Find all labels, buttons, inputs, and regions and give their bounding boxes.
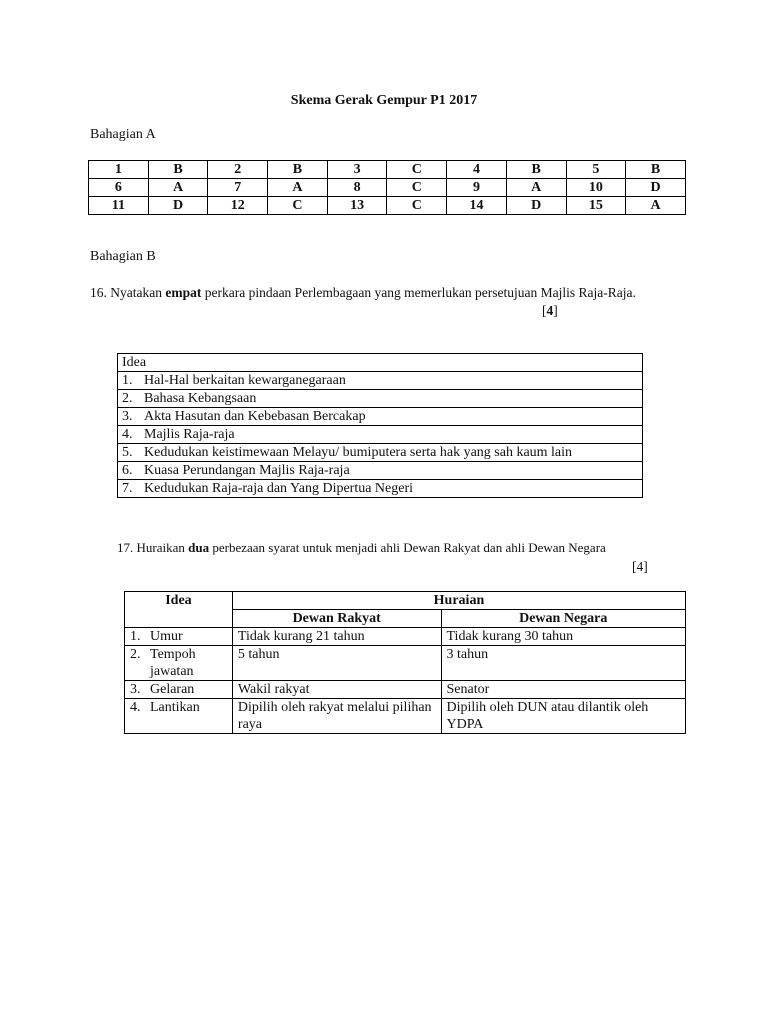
- question-16-answer-table: [117, 353, 643, 498]
- table-header-row: [118, 354, 643, 372]
- header-huraian: Huraian: [232, 592, 685, 610]
- section-a-heading: Bahagian A: [90, 127, 156, 142]
- table-row: [118, 480, 643, 498]
- table-row: [125, 681, 686, 699]
- table-row: [118, 444, 643, 462]
- row-number: 2.: [130, 647, 141, 662]
- row-number: 4.: [130, 700, 141, 715]
- table-cell: 13: [327, 197, 387, 215]
- question-17-keyword: dua: [188, 540, 210, 555]
- table-row: [118, 426, 643, 444]
- question-16-marks: [542, 303, 558, 319]
- table-row: [125, 646, 686, 681]
- table-row: [89, 179, 686, 197]
- table-cell: C: [268, 197, 328, 215]
- idea-label: Umur: [150, 629, 183, 644]
- question-17-answer-table: [124, 591, 686, 734]
- table-cell: B: [626, 161, 686, 179]
- question-16-number: 16. Nyatakan: [90, 285, 166, 300]
- item-number: 6.: [122, 463, 133, 478]
- table-cell: B: [268, 161, 328, 179]
- item-text: Kedudukan keistimewaan Melayu/ bumiputera serta hak yang sah kaum lain: [144, 445, 573, 460]
- question-17-marks: [4]: [632, 559, 648, 574]
- dewan-negara-cell: Dipilih oleh DUN atau dilantik oleh YDPA: [441, 699, 686, 734]
- table-row: [118, 390, 643, 408]
- idea-label: Tempoh jawatan: [150, 647, 196, 679]
- table-row: [89, 161, 686, 179]
- item-number: 4.: [122, 427, 133, 442]
- dewan-rakyat-cell: Wakil rakyat: [232, 681, 441, 699]
- item-text: Bahasa Kebangsaan: [144, 391, 257, 406]
- table-cell: 6: [89, 179, 149, 197]
- table-row: [118, 462, 643, 480]
- item-number: 1.: [122, 373, 133, 388]
- section-b-heading: Bahagian B: [90, 249, 156, 264]
- header-idea: Idea: [125, 592, 233, 628]
- list-item: [118, 390, 643, 408]
- idea-cell: [125, 699, 233, 734]
- table-row: [125, 699, 686, 734]
- dewan-rakyat-cell: 5 tahun: [232, 646, 441, 681]
- table-cell: 2: [208, 161, 268, 179]
- table-cell: A: [626, 197, 686, 215]
- table-cell: 14: [447, 197, 507, 215]
- dewan-negara-cell: 3 tahun: [441, 646, 686, 681]
- marks-bracket-open: [: [542, 303, 547, 318]
- table-cell: 12: [208, 197, 268, 215]
- table-cell: A: [148, 179, 208, 197]
- item-text: Kedudukan Raja-raja dan Yang Dipertua Negeri: [144, 481, 414, 496]
- table-cell: C: [387, 179, 447, 197]
- table-cell: D: [506, 197, 566, 215]
- dewan-rakyat-cell: Dipilih oleh rakyat melalui pilihan raya: [232, 699, 441, 734]
- table-row: [89, 197, 686, 215]
- table-header-row: [125, 592, 686, 610]
- item-text: Akta Hasutan dan Kebebasan Bercakap: [144, 409, 366, 424]
- question-17: [117, 540, 606, 556]
- row-number: 1.: [130, 629, 141, 644]
- table-cell: 5: [566, 161, 626, 179]
- list-item: [118, 444, 643, 462]
- table-cell: 8: [327, 179, 387, 197]
- question-16: [90, 285, 636, 301]
- table-row: [125, 628, 686, 646]
- table-row: [118, 408, 643, 426]
- table-cell: 3: [327, 161, 387, 179]
- item-number: 3.: [122, 409, 133, 424]
- marks-value: 4: [546, 303, 554, 318]
- item-text: Kuasa Perundangan Majlis Raja-raja: [144, 463, 350, 478]
- item-number: 7.: [122, 481, 133, 496]
- page-title: Skema Gerak Gempur P1 2017: [290, 93, 478, 108]
- dewan-negara-cell: Senator: [441, 681, 686, 699]
- list-item: [118, 408, 643, 426]
- idea-cell: [125, 681, 233, 699]
- table-cell: 4: [447, 161, 507, 179]
- list-item: [118, 372, 643, 390]
- list-item: [118, 462, 643, 480]
- item-number: 2.: [122, 391, 133, 406]
- idea-label: Lantikan: [150, 700, 200, 715]
- dewan-negara-cell: Tidak kurang 30 tahun: [441, 628, 686, 646]
- table-cell: A: [268, 179, 328, 197]
- question-16-text: perkara pindaan Perlembagaan yang memerlukan persetujuan Majlis Raja-Raja.: [201, 285, 636, 300]
- table-cell: 10: [566, 179, 626, 197]
- question-17-number: 17. Huraikan: [117, 540, 189, 555]
- answer-key-table: [88, 160, 686, 215]
- question-16-keyword: empat: [165, 285, 202, 300]
- table-cell: 11: [89, 197, 149, 215]
- table-cell: B: [506, 161, 566, 179]
- table-header-idea: Idea: [118, 354, 643, 372]
- item-text: Hal-Hal berkaitan kewarganegaraan: [144, 373, 346, 388]
- table-cell: 7: [208, 179, 268, 197]
- idea-label: Gelaran: [150, 682, 195, 697]
- table-cell: C: [387, 197, 447, 215]
- table-cell: 15: [566, 197, 626, 215]
- header-dewan-negara: Dewan Negara: [441, 610, 686, 628]
- table-cell: C: [387, 161, 447, 179]
- table-cell: B: [148, 161, 208, 179]
- marks-bracket-close: ]: [553, 303, 558, 318]
- table-cell: A: [506, 179, 566, 197]
- item-text: Majlis Raja-raja: [144, 427, 235, 442]
- table-cell: D: [148, 197, 208, 215]
- question-17-text: perbezaan syarat untuk menjadi ahli Dewan Rakyat dan ahli Dewan Negara: [209, 540, 606, 555]
- table-cell: 9: [447, 179, 507, 197]
- header-dewan-rakyat: Dewan Rakyat: [232, 610, 441, 628]
- row-number: 3.: [130, 682, 141, 697]
- item-number: 5.: [122, 445, 133, 460]
- idea-cell: [125, 628, 233, 646]
- list-item: [118, 480, 643, 498]
- dewan-rakyat-cell: Tidak kurang 21 tahun: [232, 628, 441, 646]
- table-cell: D: [626, 179, 686, 197]
- table-cell: 1: [89, 161, 149, 179]
- table-row: [118, 372, 643, 390]
- list-item: [118, 426, 643, 444]
- idea-cell: [125, 646, 233, 681]
